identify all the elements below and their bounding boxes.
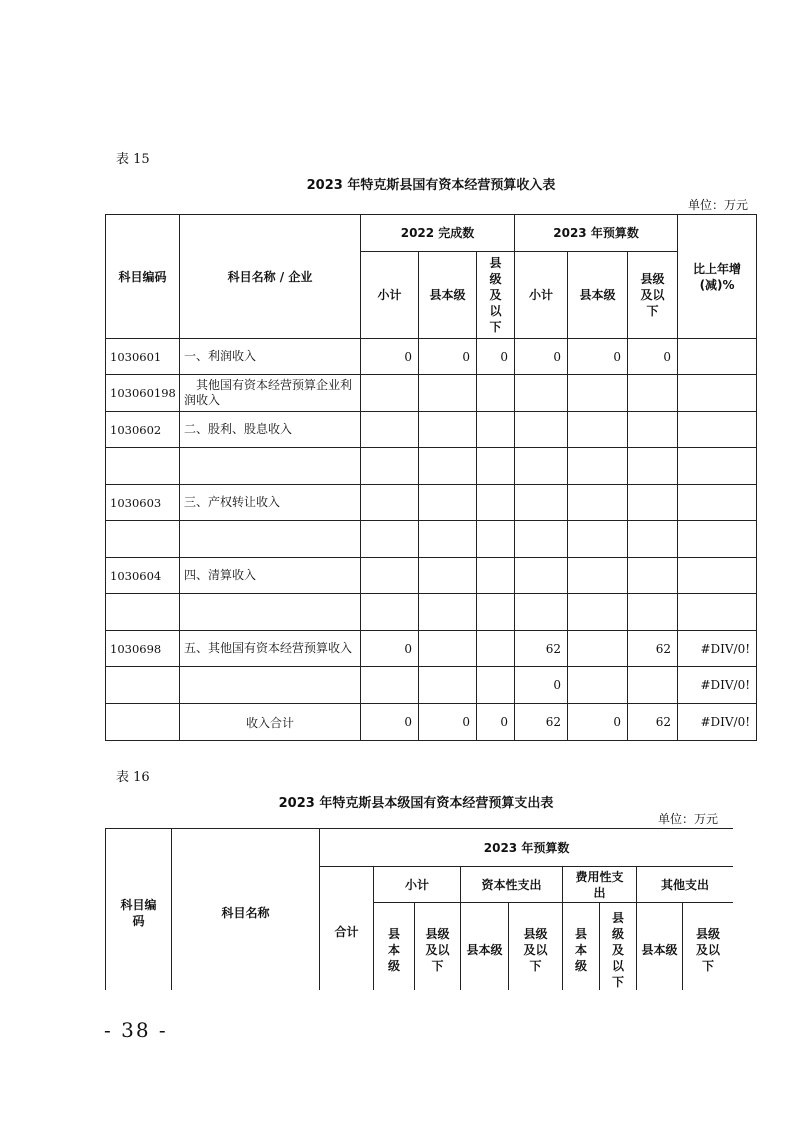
cell-ratio: #DIV/0! bbox=[678, 704, 757, 741]
cell-value bbox=[419, 412, 477, 448]
cell-name: 二、股利、股息收入 bbox=[180, 412, 361, 448]
cell-code: 103060198 bbox=[106, 375, 180, 412]
cell-value: 62 bbox=[515, 631, 568, 667]
col-header-code: 科目编码 bbox=[106, 829, 172, 991]
cell-value bbox=[628, 594, 678, 631]
cell-value bbox=[419, 521, 477, 558]
cell-code: 1030698 bbox=[106, 631, 180, 667]
cell-code: 1030604 bbox=[106, 558, 180, 594]
cell-value bbox=[515, 485, 568, 521]
table-15-unit: 单位：万元 bbox=[687, 198, 748, 212]
table-row bbox=[106, 339, 757, 375]
table-row bbox=[106, 485, 757, 521]
cell-value: 0 bbox=[361, 704, 419, 741]
cell-value bbox=[568, 412, 628, 448]
table-row bbox=[106, 667, 757, 704]
table-row bbox=[106, 448, 757, 485]
cell-value bbox=[477, 631, 515, 667]
cell-value bbox=[568, 448, 628, 485]
cell-value bbox=[568, 485, 628, 521]
cell-value bbox=[419, 558, 477, 594]
table-16-label: 表 16 bbox=[116, 770, 150, 785]
cell-value bbox=[568, 667, 628, 704]
cell-value bbox=[477, 485, 515, 521]
cell-value bbox=[515, 521, 568, 558]
col-header-code: 科目编码 bbox=[106, 215, 180, 339]
cell-value: 0 bbox=[515, 667, 568, 704]
total-row bbox=[106, 704, 757, 741]
col-header-county-2022: 县本级 bbox=[419, 252, 477, 339]
table-row bbox=[106, 412, 757, 448]
cell-value bbox=[628, 375, 678, 412]
cell-value bbox=[515, 412, 568, 448]
cell-value bbox=[568, 558, 628, 594]
cell-name bbox=[180, 521, 361, 558]
cell-value: 62 bbox=[628, 704, 678, 741]
cell-value: 0 bbox=[568, 339, 628, 375]
cell-code bbox=[106, 448, 180, 485]
cell-ratio bbox=[678, 412, 757, 448]
cell-value bbox=[361, 448, 419, 485]
cell-name: 其他国有资本经营预算企业利润收入 bbox=[180, 375, 361, 412]
table-16 bbox=[105, 828, 733, 990]
cell-value: 0 bbox=[515, 339, 568, 375]
cell-value bbox=[477, 667, 515, 704]
cell-value bbox=[515, 448, 568, 485]
cell-value bbox=[419, 594, 477, 631]
cell-value bbox=[628, 485, 678, 521]
table-row bbox=[106, 558, 757, 594]
cell-ratio bbox=[678, 375, 757, 412]
cell-ratio bbox=[678, 558, 757, 594]
cell-ratio bbox=[678, 485, 757, 521]
cell-value bbox=[477, 521, 515, 558]
table-row bbox=[106, 594, 757, 631]
table-row bbox=[106, 375, 757, 412]
cell-value: 0 bbox=[361, 631, 419, 667]
cell-value bbox=[628, 558, 678, 594]
col-header-expense: 费用性支出 bbox=[563, 867, 637, 903]
cell-value bbox=[477, 375, 515, 412]
cell-ratio bbox=[678, 594, 757, 631]
col-header-2023: 2023 年预算数 bbox=[320, 829, 734, 867]
cell-ratio bbox=[678, 521, 757, 558]
cell-name: 三、产权转让收入 bbox=[180, 485, 361, 521]
cell-value bbox=[477, 412, 515, 448]
table-15-title: 2023 年特克斯县国有资本经营预算收入表 bbox=[306, 178, 556, 193]
cell-value: 0 bbox=[568, 704, 628, 741]
cell-value bbox=[477, 558, 515, 594]
cell-name bbox=[180, 448, 361, 485]
cell-code: 1030601 bbox=[106, 339, 180, 375]
total-label: 收入合计 bbox=[180, 704, 361, 741]
col-header-capital: 资本性支出 bbox=[461, 867, 563, 903]
col-header-subtotal-2022: 小计 bbox=[361, 252, 419, 339]
cell-code bbox=[106, 667, 180, 704]
cell-name: 一、利润收入 bbox=[180, 339, 361, 375]
cell-value bbox=[628, 667, 678, 704]
cell-value: 0 bbox=[477, 339, 515, 375]
cell-value bbox=[419, 631, 477, 667]
cell-name bbox=[180, 594, 361, 631]
cell-value bbox=[419, 448, 477, 485]
col-header-subtotal-2023: 小计 bbox=[515, 252, 568, 339]
cell-value: 62 bbox=[515, 704, 568, 741]
cell-value bbox=[568, 631, 628, 667]
cell-value bbox=[361, 412, 419, 448]
cell-value: 0 bbox=[419, 339, 477, 375]
cell-ratio bbox=[678, 448, 757, 485]
col-header-name: 科目名称 / 企业 bbox=[180, 215, 361, 339]
table-15-body bbox=[106, 339, 757, 741]
table-15-label: 表 15 bbox=[116, 152, 150, 167]
col-header-subtotal: 小计 bbox=[374, 867, 461, 903]
col-header-below: 县级及以下 bbox=[415, 903, 461, 991]
cell-value bbox=[628, 448, 678, 485]
cell-code bbox=[106, 704, 180, 741]
cell-value bbox=[477, 594, 515, 631]
col-header-below: 县级及以下 bbox=[600, 903, 637, 991]
col-header-below: 县级及以下 bbox=[683, 903, 734, 991]
cell-value bbox=[361, 558, 419, 594]
cell-value bbox=[515, 375, 568, 412]
col-header-county: 县本级 bbox=[637, 903, 683, 991]
cell-value: 62 bbox=[628, 631, 678, 667]
col-header-below-2022: 县级及以下 bbox=[477, 252, 515, 339]
cell-value bbox=[419, 375, 477, 412]
cell-name bbox=[180, 667, 361, 704]
cell-value: 0 bbox=[419, 704, 477, 741]
cell-value bbox=[419, 667, 477, 704]
col-header-2023: 2023 年预算数 bbox=[515, 215, 678, 252]
cell-ratio: #DIV/0! bbox=[678, 667, 757, 704]
col-header-county-2023: 县本级 bbox=[568, 252, 628, 339]
cell-value bbox=[361, 521, 419, 558]
cell-value bbox=[361, 667, 419, 704]
cell-ratio bbox=[678, 339, 757, 375]
col-header-below: 县级及以下 bbox=[509, 903, 563, 991]
cell-code: 1030603 bbox=[106, 485, 180, 521]
col-header-county: 县本级 bbox=[374, 903, 415, 991]
cell-value: 0 bbox=[628, 339, 678, 375]
cell-code bbox=[106, 521, 180, 558]
cell-name: 五、其他国有资本经营预算收入 bbox=[180, 631, 361, 667]
cell-value: 0 bbox=[477, 704, 515, 741]
cell-code bbox=[106, 594, 180, 631]
cell-code: 1030602 bbox=[106, 412, 180, 448]
col-header-other: 其他支出 bbox=[637, 867, 734, 903]
cell-value bbox=[515, 558, 568, 594]
table-16-title: 2023 年特克斯县本级国有资本经营预算支出表 bbox=[278, 796, 554, 811]
col-header-2022: 2022 完成数 bbox=[361, 215, 515, 252]
cell-value bbox=[568, 521, 628, 558]
cell-value bbox=[628, 412, 678, 448]
cell-value bbox=[419, 485, 477, 521]
cell-value bbox=[568, 594, 628, 631]
cell-name: 四、清算收入 bbox=[180, 558, 361, 594]
table-row bbox=[106, 631, 757, 667]
col-header-name: 科目名称 bbox=[172, 829, 320, 991]
cell-value bbox=[628, 521, 678, 558]
cell-value bbox=[477, 448, 515, 485]
table-16-unit: 单位：万元 bbox=[657, 812, 718, 826]
col-header-ratio: 比上年增(减)% bbox=[678, 215, 757, 339]
cell-value bbox=[361, 375, 419, 412]
table-16-clip bbox=[105, 828, 733, 990]
cell-ratio: #DIV/0! bbox=[678, 631, 757, 667]
cell-value bbox=[361, 594, 419, 631]
page-number: - 38 - bbox=[104, 1018, 168, 1042]
table-row bbox=[106, 521, 757, 558]
cell-value: 0 bbox=[361, 339, 419, 375]
col-header-county: 县本级 bbox=[563, 903, 600, 991]
col-header-below-2023: 县级及以下 bbox=[628, 252, 678, 339]
cell-value bbox=[568, 375, 628, 412]
col-header-total: 合计 bbox=[320, 867, 374, 991]
cell-value bbox=[515, 594, 568, 631]
table-15 bbox=[105, 214, 757, 741]
col-header-county: 县本级 bbox=[461, 903, 509, 991]
cell-value bbox=[361, 485, 419, 521]
